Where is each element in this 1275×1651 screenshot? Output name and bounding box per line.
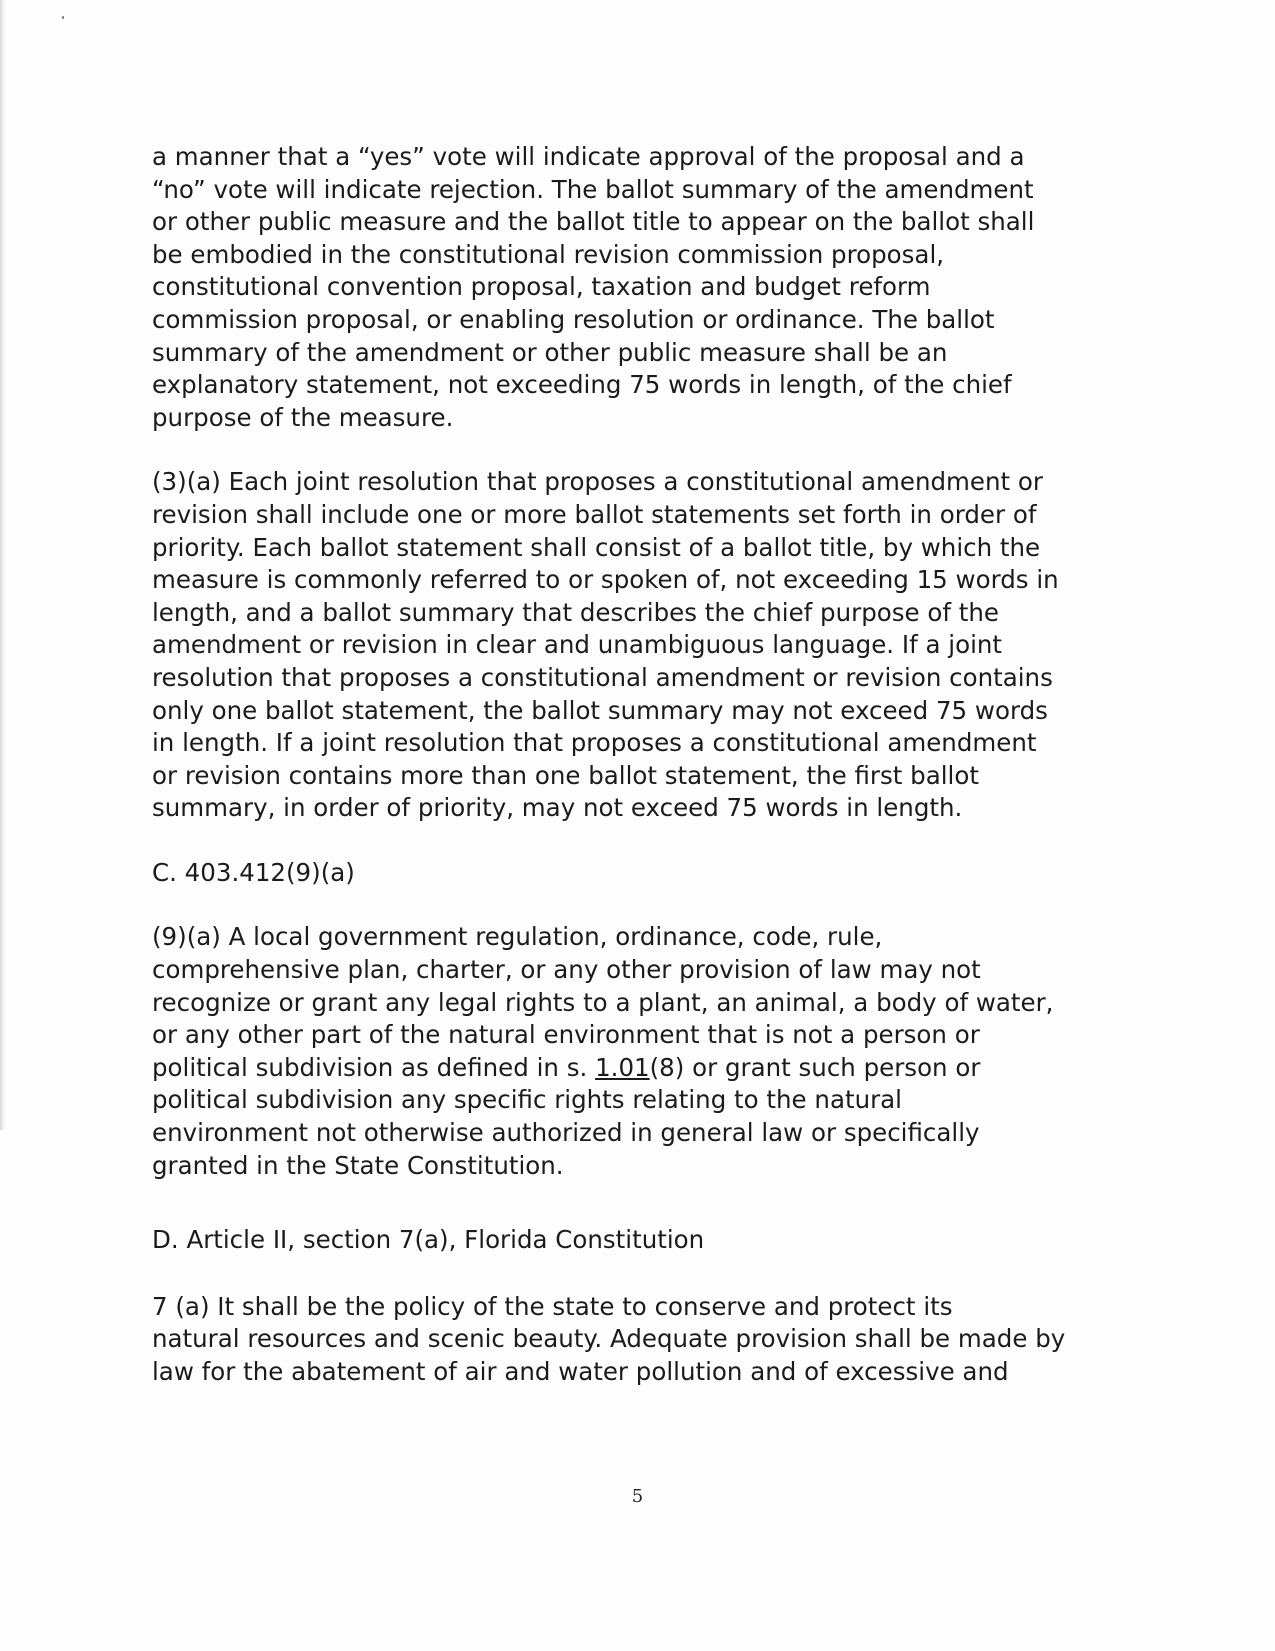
paragraph-joint-resolution: (3)(a) Each joint resolution that proposes a constitutional amendment or revision shall include one or more ballot statements set forth in order of priority. Each ballot statement shall consist of a ballot title, by which the measure is commonly referred to or spoken of, not exceeding 15 words in length, and a ballot summary that describes the chief purpose of the amendment or revision in clear and unambiguous language. If a joint resolution that proposes a constitutional amendment or revision contains only one ballot statement, the ballot summary may not exceed 75 words in length. If a joint resolution that proposes a constitutional amendment or revision contains more than one ballot statement, the first ballot summary, in order of priority, may not exceed 75 words in length. <box>152 467 1059 823</box>
section-heading-d: D. Article II, section 7(a), Florida Constitution <box>152 1225 705 1255</box>
section-heading-c: C. 403.412(9)(a) <box>152 857 355 887</box>
scan-speck <box>62 16 64 19</box>
paragraph-state-policy: 7 (a) It shall be the policy of the state to conserve and protect its natural resources and scenic beauty. Adequate provision shall be made by law for the abatement of air and water pollution and of excessive and <box>152 1291 1066 1386</box>
paragraph-ballot-summary: a manner that a “yes” vote will indicate approval of the proposal and a “no” vote will indicate rejection. The ballot summary of the amendment or other public measure and the ballot title to appear on the ballot shall be embodied in the constitutional revision commission proposal, constitutional convention proposal, taxation and budget reform commission proposal, or enabling resolution or ordinance. The ballot summary of the amendment or other public measure shall be an explanatory statement, not exceeding 75 words in length, of the chief purpose of the measure. <box>152 142 1035 432</box>
page-number: 5 <box>631 1486 644 1507</box>
paragraph-local-government <box>152 921 1142 1182</box>
scan-edge-shadow <box>0 0 6 1130</box>
statute-reference-link: 1.01 <box>595 1052 650 1082</box>
document-body <box>152 141 1142 1389</box>
paragraph-local-government-text-1: (9)(a) A local government regulation, ordinance, code, rule, comprehensive plan, charter, or any other provision of law may not recognize or grant any legal rights to a plant, an animal, a body of water, or any other part of the natural environment that is not a person or political subdivision as defined in s. <box>152 922 1054 1082</box>
paragraph-local-government-text-2: (8) or grant such person or political subdivision any specific rights relating to the natural environment not otherwise authorized in general law or specifically granted in the State Constitution. <box>152 1052 981 1180</box>
